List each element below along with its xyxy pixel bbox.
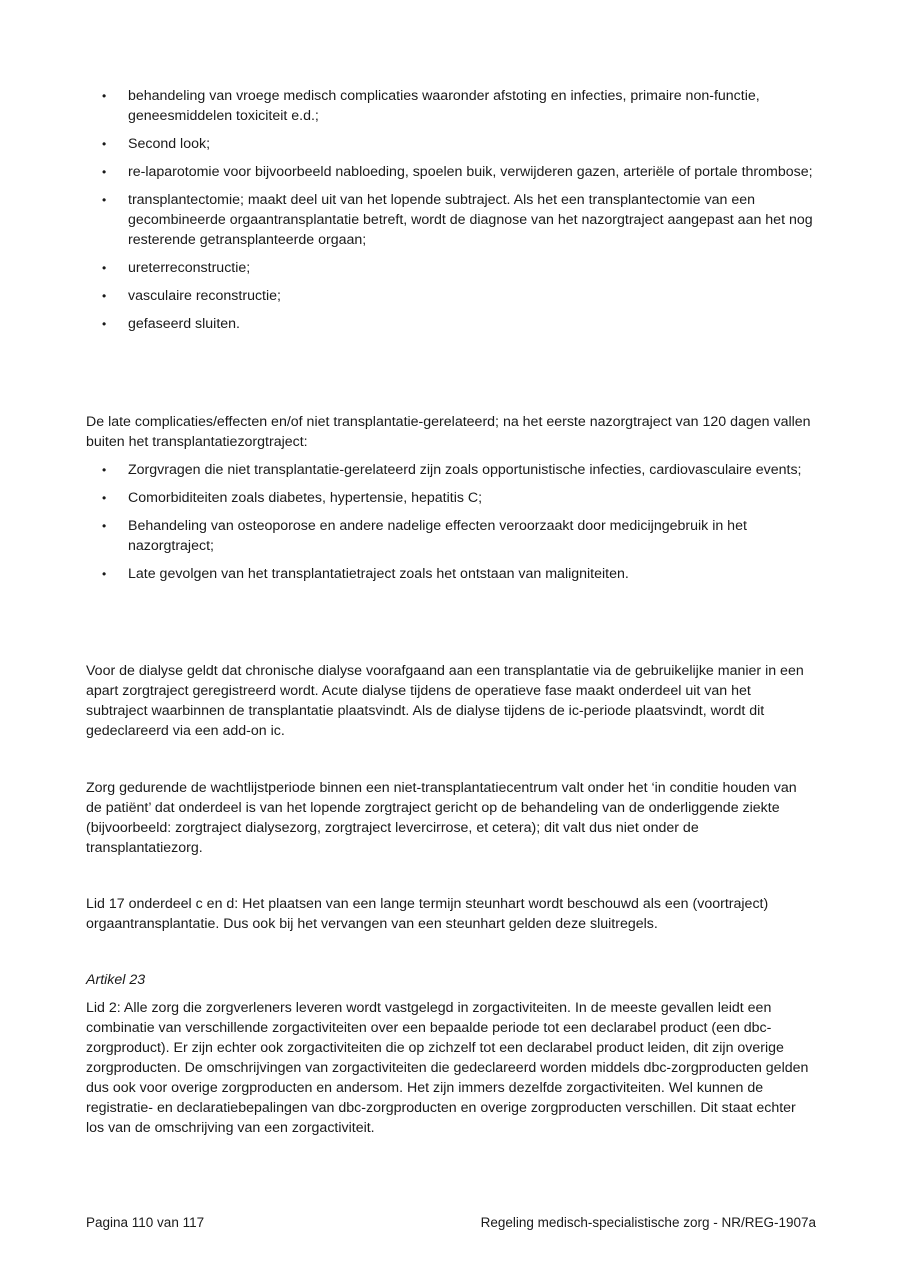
document-title: Regeling medisch-specialistische zorg - NR/REG-1907a (480, 1215, 816, 1230)
page-footer (86, 1213, 816, 1233)
list-item: • Late gevolgen van het transplantatietraject zoals het ontstaan van maligniteiten. (102, 566, 629, 582)
list-item: • Comorbiditeiten zoals diabetes, hypertensie, hepatitis C; (102, 490, 483, 506)
list-item: • Behandeling van osteoporose en andere nadelige effecten veroorzaakt door medicijngebruik in het nazorgtraject; (102, 518, 747, 554)
bullet-icon: • (102, 491, 107, 505)
bullet-icon: • (102, 519, 107, 533)
artikel-heading: Artikel 23 (86, 972, 146, 988)
lid17-paragraph: Lid 17 onderdeel c en d: Het plaatsen van een lange termijn steunhart wordt beschouwd als een (voortraject) orgaantransplantatie. Dus ook bij het vervangen van een steunhart gelden deze sluitregels. (86, 896, 769, 932)
list-item: • vasculaire reconstructie; (102, 288, 281, 304)
bullet-icon: • (102, 567, 107, 581)
list-item: • behandeling van vroege medisch complicaties waaronder afstoting en infecties, primaire non-functie, geneesmiddelen toxiciteit e.d.; (102, 88, 760, 124)
lid2-paragraph: Lid 2: Alle zorg die zorgverleners leveren wordt vastgelegd in zorgactiviteiten. In de meeste gevallen leidt een combinatie van verschillende zorgactiviteiten over een bepaalde periode tot een declarabel product (een dbc-zorgproduct). Er zijn echter ook zorgactiviteiten die op zichzelf tot een declarabel product leiden, dit zijn overige zorgproducten. De omschrijvingen van zorgactiviteiten die gedeclareerd worden middels dbc-zorgproducten gelden dus ook voor overige zorgproducten en andersom. Het zijn immers dezelfde zorgactiviteiten. Wel kunnen de registratie- en declaratiebepalingen van dbc-zorgproducten en overige zorgproducten verschillen. Dit staat echter los van de omschrijving van een zorgactiviteit. (86, 1000, 809, 1136)
list-item: • transplantectomie; maakt deel uit van het lopende subtraject. Als het een transplantectomie van een gecombineerde orgaantransplantatie betreft, wordt de diagnose van het nazorgtraject aangepast aan het nog resterende getransplanteerde orgaan; (102, 192, 813, 248)
list-item: • ureterreconstructie; (102, 260, 251, 276)
late-complications-list (86, 460, 816, 584)
bullet-icon: • (102, 193, 107, 207)
lid17-section (86, 894, 816, 934)
list-item: • Second look; (102, 136, 211, 152)
bullet-icon: • (102, 289, 107, 303)
bullet-icon: • (102, 89, 107, 103)
complications-list-section (86, 86, 816, 342)
list-item: • re-laparotomie voor bijvoorbeeld nabloeding, spoelen buik, verwijderen gazen, arteriële of portale thrombose; (102, 164, 813, 180)
artikel-23-section (86, 970, 816, 1138)
late-complications-intro: De late complicaties/effecten en/of niet transplantatie-gerelateerd; na het eerste nazorgtraject van 120 dagen vallen buiten het transplantatiezorgtraject: (86, 414, 811, 450)
dialysis-paragraph: Voor de dialyse geldt dat chronische dialyse voorafgaand aan een transplantatie via de gebruikelijke manier in een apart zorgtraject geregistreerd wordt. Acute dialyse tijdens de operatieve fase maakt onderdeel uit van het subtraject waarbinnen de transplantatie plaatsvindt. Als de dialyse tijdens de ic-periode plaatsvindt, wordt dit gedeclareerd via een add-on ic. (86, 663, 804, 739)
early-complications-list (86, 86, 816, 334)
waiting-list-section (86, 778, 816, 858)
late-complications-section (86, 412, 816, 592)
list-item: • Zorgvragen die niet transplantatie-gerelateerd zijn zoals opportunistische infecties, cardiovasculaire events; (102, 462, 802, 478)
bullet-icon: • (102, 137, 107, 151)
dialysis-section (86, 661, 816, 741)
bullet-icon: • (102, 317, 107, 331)
bullet-icon: • (102, 261, 107, 275)
bullet-icon: • (102, 463, 107, 477)
page-number: Pagina 110 van 117 (86, 1215, 205, 1230)
bullet-icon: • (102, 165, 107, 179)
list-item: • gefaseerd sluiten. (102, 316, 240, 332)
waiting-list-paragraph: Zorg gedurende de wachtlijstperiode binnen een niet-transplantatiecentrum valt onder het ‘in conditie houden van de patiënt’ dat onderdeel is van het lopende zorgtraject gericht op de behandeling van de onderliggende ziekte (bijvoorbeeld: zorgtraject dialysezorg, zorgtraject levercirrose, et cetera); dit valt dus niet onder de transplantatiezorg. (86, 780, 797, 856)
